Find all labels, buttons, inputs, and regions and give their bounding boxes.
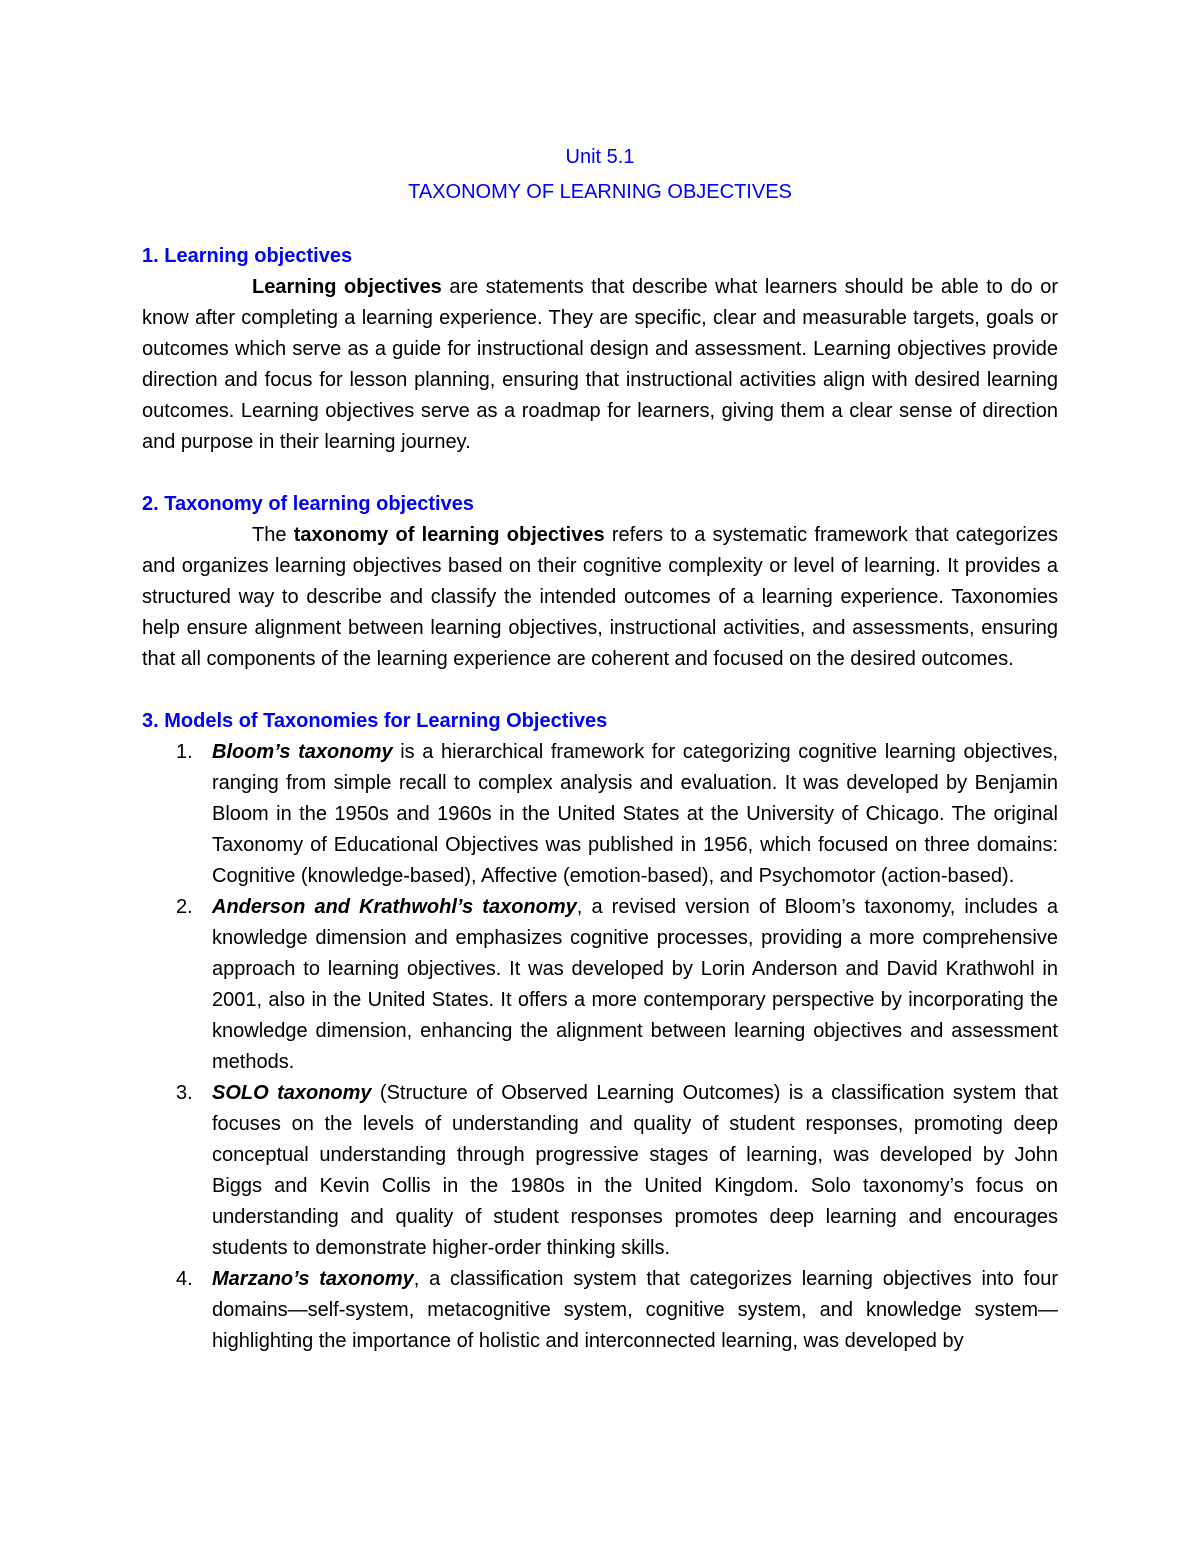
section-2-text: refers to a systematic framework that categorizes and organizes learning objectives based on their cognitive complexity or level of learning. It provides a structured way to describe and classify the intended outcomes of a learning experience. Taxonomies help ensure alignment between learning objectives, instructional activities, and assessments, ensuring that all components of the learning experience are coherent and focused on the desired outcomes.	[142, 524, 1058, 670]
document-page	[142, 140, 1058, 1357]
list-item-number: 3.	[176, 1082, 193, 1104]
spacer	[142, 210, 1058, 241]
section-2-heading: 2. Taxonomy of learning objectives	[142, 493, 474, 515]
title-block	[142, 140, 1058, 210]
list-item-text: , a revised version of Bloom’s taxonomy, includes a knowledge dimension and emphasizes cognitive processes, providing a more comprehensive approach to learning objectives. It was developed by Lorin Anderson and David Krathwohl in 2001, also in the United States. It offers a more contemporary perspective by incorporating the knowledge dimension, enhancing the alignment between learning objectives and assessment methods.	[212, 896, 1059, 1073]
list-item-term: Marzano’s taxonomy	[212, 1268, 414, 1290]
spacer	[142, 675, 1058, 706]
section-1-lead-term: Learning objectives	[252, 276, 442, 298]
list-item	[142, 1078, 1058, 1264]
list-item-number: 2.	[176, 896, 193, 918]
list-item-text: is a hierarchical framework for categorizing cognitive learning objectives, ranging from simple recall to complex analysis and evaluation. It was developed by Benjamin Bloom in the 1950s and 1960s in the United States at the University of Chicago. The original Taxonomy of Educational Objectives was published in 1956, which focused on three domains: Cognitive (knowledge-based), Affective (emotion-based), and Psychomotor (action-based).	[212, 741, 1058, 887]
section-2-lead-plain: The	[252, 524, 294, 546]
section-2-paragraph	[142, 520, 1058, 675]
list-item	[142, 737, 1058, 892]
page-title: TAXONOMY OF LEARNING OBJECTIVES	[408, 181, 792, 203]
list-item-number: 1.	[176, 741, 193, 763]
list-item-term: Bloom’s taxonomy	[212, 741, 393, 763]
section-3-heading: 3. Models of Taxonomies for Learning Objectives	[142, 710, 608, 732]
list-item	[142, 1264, 1058, 1357]
list-item-text: (Structure of Observed Learning Outcomes) is a classification system that focuses on the levels of understanding and quality of student responses, promoting deep conceptual understanding through progressive stages of learning, was developed by John Biggs and Kevin Collis in the 1980s in the United Kingdom. Solo taxonomy’s focus on understanding and quality of student responses promotes deep learning and encourages students to demonstrate higher-order thinking skills.	[212, 1082, 1058, 1259]
list-item-text: , a classification system that categorizes learning objectives into four domains—self-system, metacognitive system, cognitive system, and knowledge system—highlighting the importance of holistic and interconnected learning, was developed by	[212, 1268, 1058, 1352]
section-1-paragraph	[142, 272, 1058, 458]
list-item-number: 4.	[176, 1268, 193, 1290]
spacer	[142, 458, 1058, 489]
section-2-lead-term: taxonomy of learning objectives	[293, 524, 605, 546]
unit-label: Unit 5.1	[565, 146, 635, 168]
list-item-term: Anderson and Krathwohl’s taxonomy	[212, 896, 577, 918]
section-1-text: are statements that describe what learners should be able to do or know after completing a learning experience. They are specific, clear and measurable targets, goals or outcomes which serve as a guide for instructional design and assessment. Learning objectives provide direction and focus for lesson planning, ensuring that instructional activities align with desired learning outcomes. Learning objectives serve as a roadmap for learners, giving them a clear sense of direction and purpose in their learning journey.	[142, 276, 1058, 453]
list-item	[142, 892, 1058, 1078]
section-1-heading: 1. Learning objectives	[142, 245, 353, 267]
list-item-term: SOLO taxonomy	[212, 1082, 372, 1104]
taxonomy-model-list	[142, 737, 1058, 1357]
